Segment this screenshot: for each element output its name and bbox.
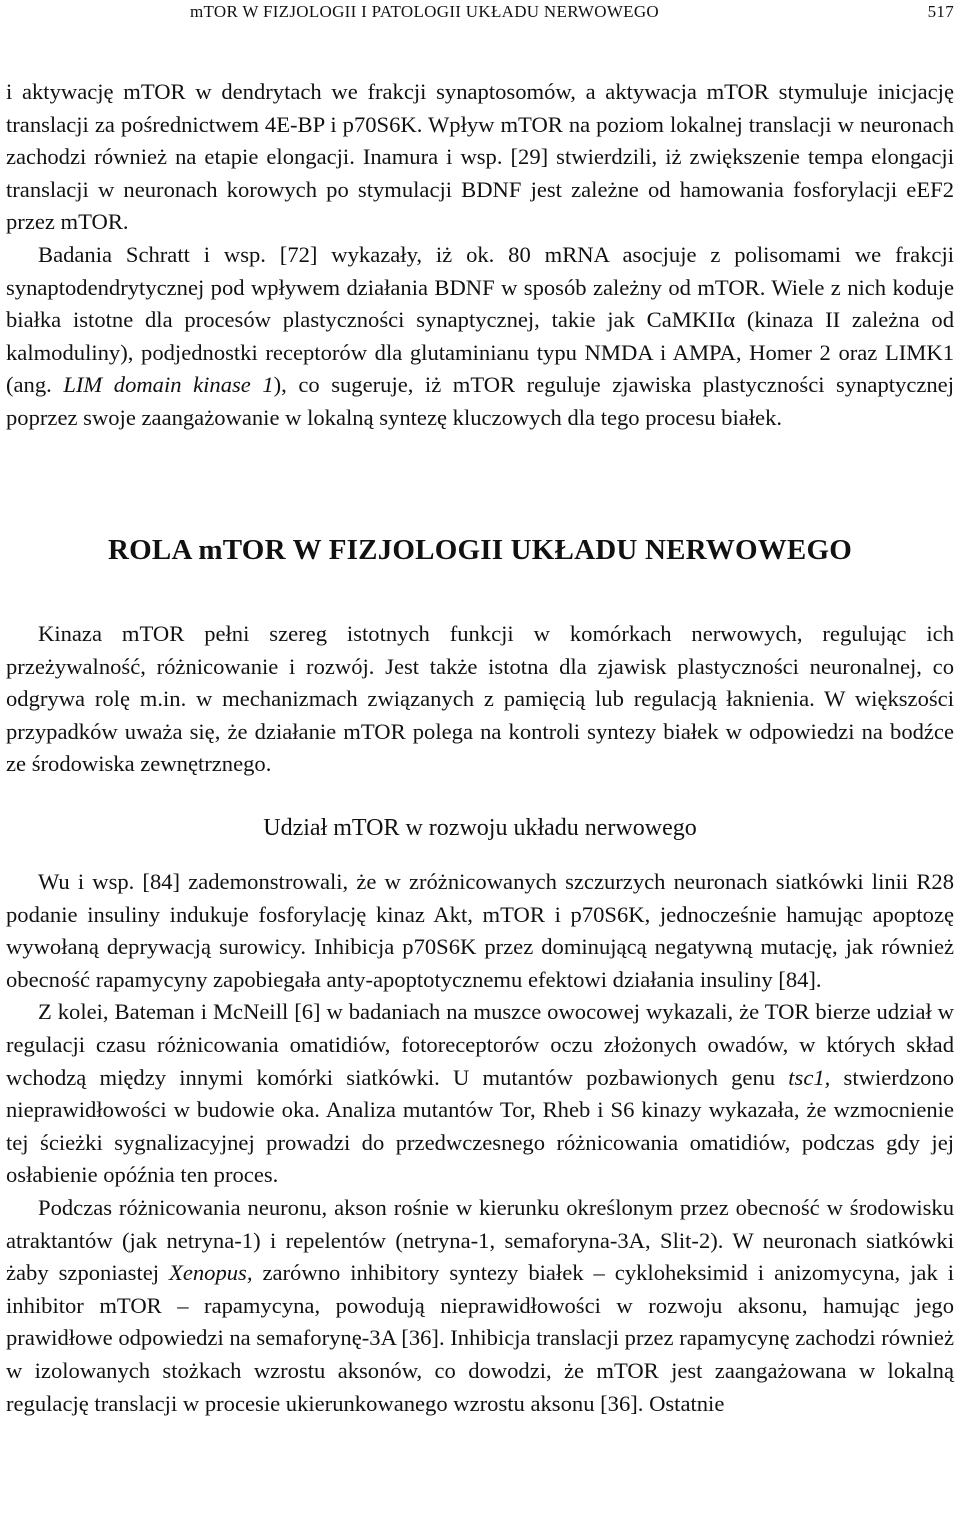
subsection-paragraph-2 — [6, 996, 954, 1192]
intro-text-block — [6, 76, 954, 435]
intro-paragraph-1: i aktywację mTOR w dendrytach we frakcji synaptosomów, a aktywacja mTOR stymuluje inicjację translacji za pośrednictwem 4E-BP i p70S6K. Wpływ mTOR na poziom lokalnej translacji w neuronach zachodzi również na etapie elongacji. Inamura i wsp. [29] stwierdzili, iż zwiększenie tempa elongacji translacji w neuronach korowych po stymulacji BDNF jest zależne od hamowania fosforylacji eEF2 przez mTOR. — [6, 79, 954, 235]
subsection-paragraph-3 — [6, 1192, 954, 1420]
section-text-block — [6, 618, 954, 781]
intro-paragraph-2 — [6, 239, 954, 435]
subsection-text-block — [6, 866, 954, 1420]
page-number: 517 — [927, 2, 954, 21]
section-heading: ROLA mTOR W FIZJOLOGII UKŁADU NERWOWEGO — [108, 534, 852, 566]
subsection-paragraph-3-part-b: zarówno inhibitory syntezy białek – cykloheksimid i anizomycyna, jak i inhibitor mTOR – rapamycyna, powodują nieprawidłowości w rozwoju aksonu, hamując jego prawidłowe odpowiedzi na semaforynę-3A [36]. Inhibicja translacji przez rapamycynę zachodzi również w izolowanych stożkach wzrostu aksonów, co dowodzi, że mTOR jest zaangażowana w lokalną regulację translacji w procesie ukierunkowanego wzrostu aksonu [36]. Ostatnie — [6, 1260, 955, 1416]
running-head — [0, 2, 960, 26]
subsection-paragraph-2-italic: tsc1, — [788, 1064, 831, 1090]
subsection-paragraph-1: Wu i wsp. [84] zademonstrowali, że w zróżnicowanych szczurzych neuronach siatkówki linii R28 podanie insuliny indukuje fosforylację kinaz Akt, mTOR i p70S6K, jednocześnie hamując apoptozę wywołaną deprywacją surowicy. Inhibicja p70S6K przez dominującą negatywną mutację, jak również obecność rapamycyny zapobiegała anty-apoptotycznemu efektowi działania insuliny [84]. — [6, 869, 954, 992]
intro-paragraph-2-italic: LIM domain kinase 1 — [63, 372, 274, 398]
section-paragraph-1: Kinaza mTOR pełni szereg istotnych funkcji w komórkach nerwowych, regulując ich przeżywalność, różnicowanie i rozwój. Jest także istotna dla zjawisk plastyczności neuronalnej, co odgrywa rolę m.in. w mechanizmach związanych z pamięcią lub regulacją łaknienia. W większości przypadków uważa się, że działanie mTOR polega na kontroli syntezy białek w odpowiedzi na bodźce ze środowiska zewnętrznego. — [6, 621, 954, 777]
subsection-paragraph-2-part-a: Z kolei, Bateman i McNeill [6] w badaniach na muszce owocowej wykazali, że TOR bierze udział w regulacji czasu różnicowania omatidiów, fotoreceptorów oczu złożonych owadów, w których skład wchodzą między innymi komórki siatkówki. U mutantów pozbawionych genu — [6, 999, 954, 1090]
subsection-heading: Udział mTOR w rozwoju układu nerwowego — [263, 815, 697, 841]
subsection-paragraph-3-part-a: Podczas różnicowania neuronu, akson rośnie w kierunku określonym przez obecność w środowisku atraktantów (jak netryna-1) i repelentów (netryna-1, semaforyna-3A, Slit-2). W neuronach siatkówki żaby szponiastej — [6, 1194, 954, 1286]
intro-paragraph-2-part-b: ), co sugeruje, iż mTOR reguluje zjawiska plastyczności synaptycznej poprzez swoje zaangażowanie w lokalną syntezę kluczowych dla tego procesu białek. — [6, 372, 954, 430]
intro-paragraph-2-part-a: Badania Schratt i wsp. [72] wykazały, iż ok. 80 mRNA asocjuje z polisomami we frakcji synaptodendrytycznej pod wpływem działania BDNF w sposób zależny od mTOR. Wiele z nich koduje białka istotne dla procesów plastyczności synaptycznej, takie jak CaMKIIα (kinaza II zależna od kalmoduliny), podjednostki receptorów dla glutaminianu typu NMDA i AMPA, Homer 2 oraz LIMK1 (ang. — [6, 241, 954, 398]
subsection-paragraph-2-part-b: stwierdzono nieprawidłowości w budowie oka. Analiza mutantów Tor, Rheb i S6 kinazy wykazała, że wzmocnienie tej ścieżki sygnalizacyjnej prowadzi do przedwczesnego różnicowania omatidiów, podczas gdy jej osłabienie opóźnia ten proces. — [6, 1064, 954, 1188]
subsection-paragraph-3-italic: Xenopus, — [169, 1260, 253, 1286]
running-head-title: mTOR W FIZJOLOGII I PATOLOGII UKŁADU NERWOWEGO — [190, 2, 659, 21]
